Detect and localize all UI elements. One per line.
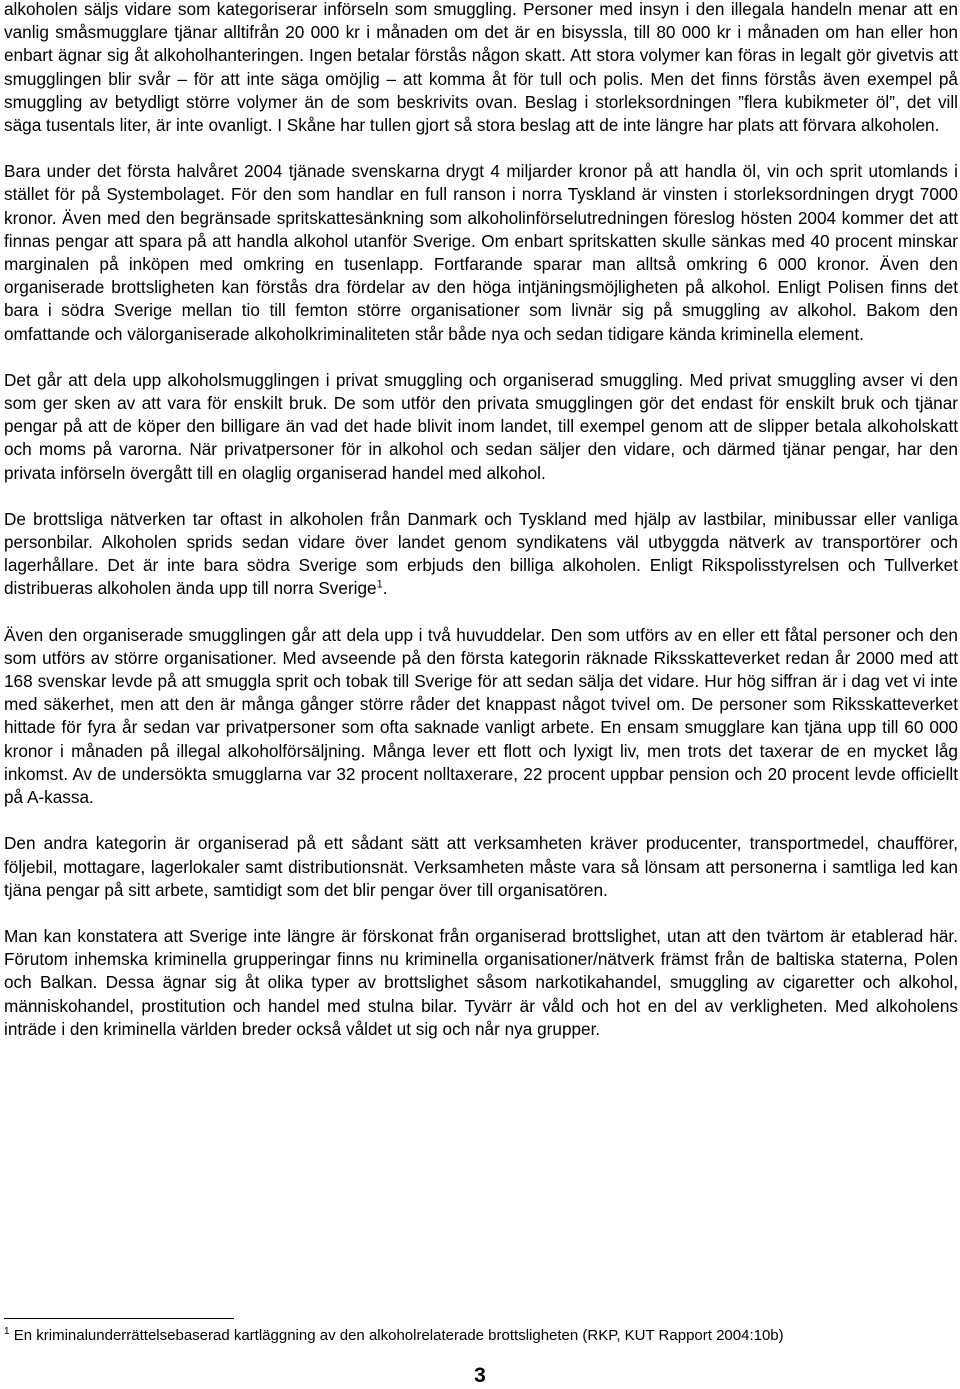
footnote (4, 1326, 784, 1345)
footnote-separator (4, 1318, 234, 1319)
paragraph-4-period: . (382, 578, 388, 599)
paragraph-6: Den andra kategorin är organiserad på ett sådant sätt att verksamheten kräver producenter, transportmedel, chaufförer, följebil, mottagare, lagerlokaler samt distributionsnät. Verksamheten måste vara så lönsam att personerna i samtliga led kan tjäna pengar på sitt arbete, samtidigt som det blir pengar över till organisatören. (4, 833, 958, 900)
footnote-reference[interactable]: 1 (376, 578, 383, 591)
paragraph-2: Bara under det första halvåret 2004 tjänade svenskarna drygt 4 miljarder kronor på att handla öl, vin och sprit utomlands i stället för på Systembolaget. För den som handlar en full ranson i norra Tyskland är vinsten i storleksordningen drygt 7000 kronor. Även med den begränsade spritskattesänkning som alkoholinförselutredningen föreslog hösten 2004 kommer det att finnas pengar att spara på att handla alkohol utanför Sverige. Om enbart spritskatten skulle sänkas med 40 procent minskar marginalen på inköpen med omkring en tusenlapp. Fortfarande sparar man alltså omkring 6 000 kronor. Även den organiserade brottsligheten kan förstås dra fördelar av den höga intjäningsmöjligheten på alkohol. Enligt Polisen finns det bara i södra Sverige mellan tio till femton större organisationer som livnär sig på smuggling av alkohol. Bakom den omfattande och välorganiserade alkoholkriminaliteten står både nya och sedan tidigare kända kriminella element. (4, 161, 958, 344)
paragraph-3: Det går att dela upp alkoholsmugglingen i privat smuggling och organiserad smuggling. Med privat smuggling avser vi den som ger sken av att vara för enskilt bruk. De som utför den privata smugglingen gör det endast för enskilt bruk och tjänar pengar på att de köper den billigare än vad det hade blivit inom landet, till exempel genom att de slipper betala alkoholskatt och moms på varorna. När privatpersoner för in alkohol och sedan säljer den vidare, och därmed tjänar pengar, har den privata införseln övergått till en olaglig organiserad handel med alkohol. (4, 369, 958, 483)
paragraph-4-text: De brottsliga nätverken tar oftast in alkoholen från Danmark och Tyskland med hjälp av lastbilar, minibussar eller vanliga personbilar. Alkoholen sprids sedan vidare över landet genom syndikatens väl utbyggda nätverk av transportörer och lagerhållare. Det är inte bara södra Sverige som erbjuds den billiga alkoholen. Enligt Rikspolisstyrelsen och Tullverket distribueras alkoholen ända upp till norra Sverige (4, 508, 958, 599)
document-body (4, 0, 958, 1041)
footnote-text: En kriminalunderrättelsebaserad kartläggning av den alkoholrelaterade brottsligheten (RKP, KUT Rapport 2004:10b) (9, 1327, 784, 1344)
paragraph-1: alkoholen säljs vidare som kategoriserar införseln som smuggling. Personer med insyn i den illegala handeln menar att en vanlig småsmugglare tjänar alltifrån 20 000 kr i månaden om det är en bisyssla, till 80 000 kr i månaden om han eller hon enbart ägnar sig åt alkoholhanteringen. Ingen betalar förstås någon skatt. Att stora volymer kan föras in legalt gör givetvis att smugglingen blir svår – för att inte säga omöjlig – att komma åt för tull och polis. Men det finns förstås även exempel på smuggling av betydligt större volymer än de som beskrivits ovan. Beslag i storleksordningen ”flera kubikmeter öl”, det vill säga tusentals liter, är inte ovanligt. I Skåne har tullen gjort så stora beslag att de inte längre har plats att förvara alkoholen. (4, 0, 958, 136)
paragraph-4 (4, 508, 958, 601)
paragraph-5: Även den organiserade smugglingen går att dela upp i två huvuddelar. Den som utförs av en eller ett fåtal personer och den som utförs av större organisationer. Med avseende på den första kategorin räknade Riksskatteverket redan år 2000 med att 168 svenskar levde på att smuggla sprit och tobak till Sverige för att sedan sälja det vidare. Hur hög siffran är i dag vet vi inte med säkerhet, men att den är många gånger större råder det knappast något tvivel om. De personer som Riksskatteverket hittade för fyra år sedan var privatpersoner som ofta saknade vanligt arbete. En ensam smugglare kan tjäna upp till 60 000 kronor i månaden på illegal alkoholförsäljning. Många lever ett flott och lyxigt liv, men trots det taxerar de en mycket låg inkomst. Av de undersökta smugglarna var 32 procent nolltaxerare, 22 procent uppbar pension och 20 procent levde officiellt på A-kassa. (4, 624, 958, 808)
footnote-number: 1 (4, 1326, 10, 1337)
paragraph-7: Man kan konstatera att Sverige inte längre är förskonat från organiserad brottslighet, utan att den tvärtom är etablerad här. Förutom inhemska kriminella grupperingar finns nu kriminella organisationer/nätverk främst från de baltiska staterna, Polen och Balkan. Dessa ägnar sig åt olika typer av brottslighet såsom narkotikahandel, smuggling av cigaretter och alkohol, människohandel, prostitution och handel med stulna bilar. Tyvärr är våld och hot en del av verkligheten. Med alkoholens inträde i den kriminella världen breder också våldet ut sig och når nya grupper. (4, 925, 958, 1039)
page-number: 3 (474, 1364, 486, 1387)
